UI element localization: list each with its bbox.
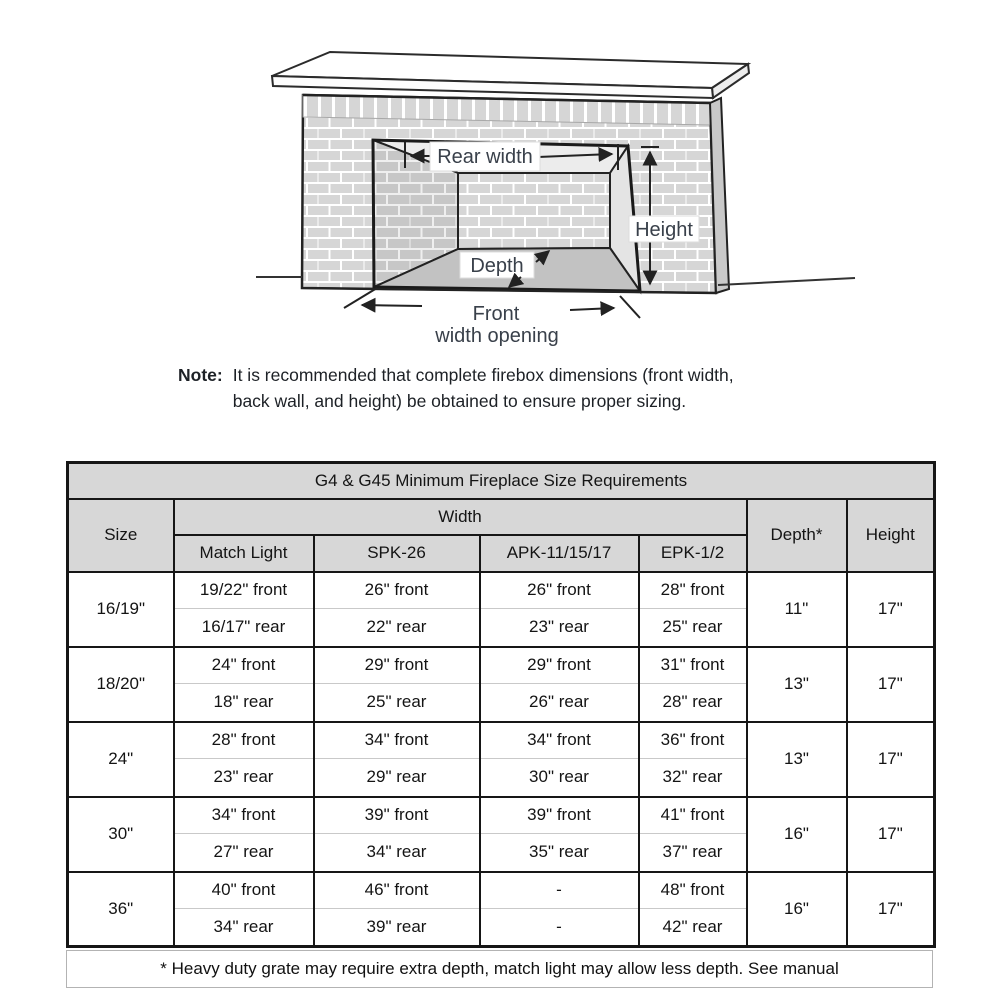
col-header-spk26: SPK-26 xyxy=(314,535,480,572)
table-cell: 18" rear xyxy=(174,684,314,722)
table-cell: 37" rear xyxy=(639,834,747,872)
table-cell: 28" rear xyxy=(639,684,747,722)
table-cell: 29" rear xyxy=(314,759,480,797)
table-cell: - xyxy=(480,909,639,947)
col-header-match-light: Match Light xyxy=(174,535,314,572)
fireplace-diagram-svg xyxy=(180,40,860,360)
table-cell: 24" front xyxy=(174,647,314,684)
table-row xyxy=(68,797,935,834)
table-cell-height: 17" xyxy=(847,722,935,797)
table-cell: 41" front xyxy=(639,797,747,834)
table-cell-height: 17" xyxy=(847,647,935,722)
table-cell: 26" rear xyxy=(480,684,639,722)
table-cell: 25" rear xyxy=(314,684,480,722)
fireplace-size-table xyxy=(66,461,936,948)
table-cell: 31" front xyxy=(639,647,747,684)
table-cell: 39" front xyxy=(314,797,480,834)
table-cell: 28" front xyxy=(639,572,747,609)
fireplace-diagram xyxy=(180,40,860,360)
table-header-row xyxy=(68,499,935,535)
col-header-height: Height xyxy=(847,499,935,572)
col-header-size: Size xyxy=(68,499,174,572)
table-cell: 25" rear xyxy=(639,609,747,647)
note xyxy=(178,362,878,414)
table-cell: 34" front xyxy=(174,797,314,834)
diagram-label-rear-width: Rear width xyxy=(437,146,533,168)
table-cell-depth: 13" xyxy=(747,722,847,797)
table-cell: 28" front xyxy=(174,722,314,759)
table-title: G4 & G45 Minimum Fireplace Size Requirements xyxy=(68,463,935,499)
table-cell-height: 17" xyxy=(847,872,935,947)
table-cell: 27" rear xyxy=(174,834,314,872)
table-cell: 26" front xyxy=(480,572,639,609)
table-cell: 35" rear xyxy=(480,834,639,872)
table-cell-size: 16/19" xyxy=(68,572,174,647)
table-footnote xyxy=(66,950,933,988)
table-cell: 46" front xyxy=(314,872,480,909)
note-text xyxy=(233,362,734,414)
table-cell-depth: 16" xyxy=(747,797,847,872)
table-cell-size: 36" xyxy=(68,872,174,947)
table-row xyxy=(68,647,935,684)
table-cell-size: 24" xyxy=(68,722,174,797)
table-cell: 23" rear xyxy=(480,609,639,647)
table-cell: 19/22" front xyxy=(174,572,314,609)
table-cell-size: 30" xyxy=(68,797,174,872)
table-cell: 16/17" rear xyxy=(174,609,314,647)
diagram-label-front-width-line2: width opening xyxy=(435,325,559,347)
table-cell-height: 17" xyxy=(847,797,935,872)
table-cell-height: 17" xyxy=(847,572,935,647)
note-line2: back wall, and height) be obtained to ensure proper sizing. xyxy=(232,391,687,411)
table-cell: 42" rear xyxy=(639,909,747,947)
table-cell: 29" front xyxy=(314,647,480,684)
table-cell: 39" front xyxy=(480,797,639,834)
diagram-label-height: Height xyxy=(635,219,693,241)
col-header-width: Width xyxy=(174,499,747,535)
table-section xyxy=(66,461,933,988)
table-cell: 30" rear xyxy=(480,759,639,797)
table-row xyxy=(68,872,935,909)
table-cell: 32" rear xyxy=(639,759,747,797)
table-cell: 34" front xyxy=(480,722,639,759)
table-cell: 23" rear xyxy=(174,759,314,797)
note-line1: It is recommended that complete firebox dimensions (front width, xyxy=(232,365,734,385)
diagram-label-front-width-line1: Front xyxy=(472,303,520,325)
table-cell-size: 18/20" xyxy=(68,647,174,722)
table-cell: 40" front xyxy=(174,872,314,909)
table-row xyxy=(68,572,935,609)
col-header-apk: APK-11/15/17 xyxy=(480,535,639,572)
table-row xyxy=(68,722,935,759)
table-cell-depth: 11" xyxy=(747,572,847,647)
col-header-depth: Depth* xyxy=(747,499,847,572)
table-cell: 26" front xyxy=(314,572,480,609)
table-cell: 29" front xyxy=(480,647,639,684)
note-label: Note: xyxy=(178,365,223,385)
table-cell: 34" front xyxy=(314,722,480,759)
fireplace-structure xyxy=(256,52,855,293)
col-header-epk: EPK-1/2 xyxy=(639,535,747,572)
table-cell-depth: 16" xyxy=(747,872,847,947)
table-cell: 39" rear xyxy=(314,909,480,947)
table-cell: 34" rear xyxy=(314,834,480,872)
table-cell-depth: 13" xyxy=(747,647,847,722)
table-cell: 36" front xyxy=(639,722,747,759)
diagram-label-depth: Depth xyxy=(470,255,524,277)
table-cell: 22" rear xyxy=(314,609,480,647)
table-cell: - xyxy=(480,872,639,909)
table-title-row xyxy=(68,463,935,499)
table-cell: 48" front xyxy=(639,872,747,909)
table-footnote-text: * Heavy duty grate may require extra depth, match light may allow less depth. See manual xyxy=(160,959,839,978)
table-cell: 34" rear xyxy=(174,909,314,947)
